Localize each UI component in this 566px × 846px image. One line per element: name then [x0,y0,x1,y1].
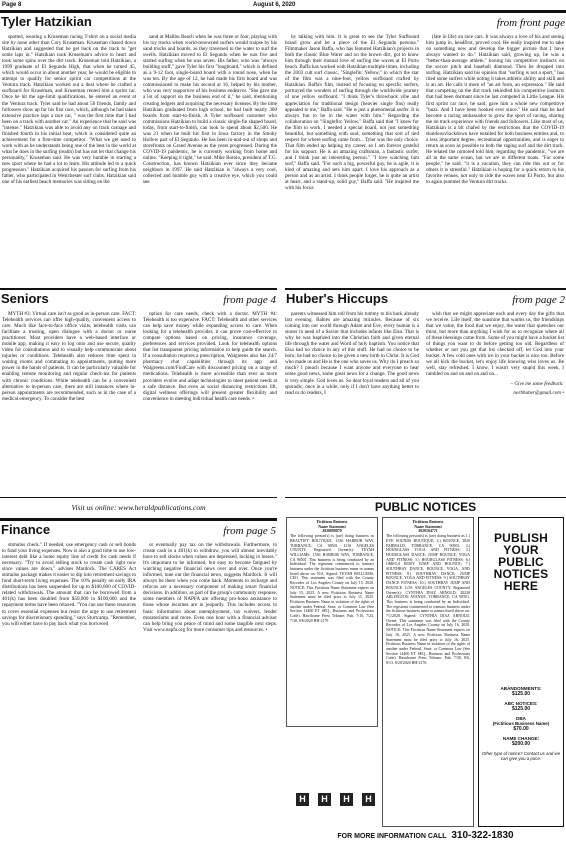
notice-heading: Name Statement [414,524,442,529]
section-title: Seniors [1,291,49,306]
ad-headline: HERE [503,579,539,593]
article-text: by talking with him. It is great to see the Tyler Surfboard brand grow and be a piece of the El Segundo persona." Filmmaker Jason Baffa, who has featured Hatzikian's projects in both the classic Blue Water and on the brown dirt, got to know him through their mutual love of surfing the waves at El Porto beach. Baffa has worked with Hatzikian multiple times, including the 2003 cult surf classic, "Singlefin: Yellow," in which the star of the film was a nine-foot, yellow surfboard crafted by Hatzikian. Baffa's film, instead of focusing on specific surfers, portrayed the wonders of surfing through the worldwide journey of one yellow surfboard. "I think Tyler's throwback vibe and appreciation for traditional design (heavier single fins) really appealed to me," Baffa said. "He is just a phenomenal surfer. It is always fun to be in the water with him." Regarding the collaboration on "Singlefin: Yellow," Baffa said that "I knew for the film to work, I needed a special board, not just something beautiful, but something with soul, something that sort of tied respect for where surfing came from... Tyler was the only choice. That film ended up helping my career, so I am forever grateful for his support. He is an amazing craftsman, a fantastic surfer, and I think just an interesting person." "I love watching him surf," Baffa said. "For such a big, powerful guy, he is agile, it is kind of amazing and sets him apart. I love his approach as a person and as an artist. I think people forget, he is quite an artist at heart, and a stand-up, solid guy," Baffa said. "He inspired me with his focus [285,34,419,192]
section-title: Tyler Hatzikian [1,14,92,29]
price-value: $200.00 [511,741,531,747]
article-text: (late in life) on race cars. It was always a love of his and seeing him jump in, headfirst, proved cool. He really inspired me to take on something new and develop the bigger picture that I have always wanted to do." Hatzikian said, growing up, he was a "better-than-average athlete," honing his competitive instincts on the soccer pitch and baseball diamond. Then he dropped into surfing. Hatzikian said his opinion that "surfing is not a sport," has riled some surfers while noting it takes athletic ability and skill and is an art. He calls it more of "an art form, an expression." He said that competing on the dirt track rekindled his competitive instincts that had been dormant since he last competed in Little League. His first sprint car race, he said, gave him a whole new competitive "buzz. And I have been hooked ever since." He said that he had become a racing ambassador to grow the sport of racing, sharing the on track experience with friends and followers. Like most of us, Hatzikian is a bit chafed by the restrictions that the COVID-19 shutdown/lockdown have entailed for both business entities and, to a less important degree, recreational opportunities, and is eager to return as soon as possible to both the raging surf and the dirt track. He related the rumored told him, regarding the pandemic, "we are all in the same ocean, but we are in different boats. "For some people," he said, "it is a vacation, they can ride this out or for others it is stressful." Hatzikian is hoping for a quick return to his favorite venues, not only to ride the waves near El Porto, but also to again pummel the Ventura dirt tracks. [426,34,564,186]
article-column [2,542,136,844]
price-label: ABANDONMENTS: [500,686,542,691]
divider [0,497,277,498]
notice-number: 2020104771 [418,529,438,534]
ad-headline: PUBLIC [498,555,544,569]
section-bar-huber [285,288,566,308]
ad-headline: NOTICES [493,567,549,581]
ad-headline: YOUR [503,543,539,557]
jump-from-label: from page 2 [512,294,565,306]
article-column [426,34,564,286]
article-text: option for care needs, check with a doctor. MYTH #4: Telehealth is too expensive. FACT: Telehealth and other services can help save money while expanding access to care. When looking for a telehealth provider, it can prove cost-effective to compare options based on pricing, insurance coverage, preferences and services provided. Look for telehealth options that list transparent pricing information to help guide the search. If a consultation requires a prescription, Walgreens also has 24/7 pharmacy chat capabilities through its app and Walgreens.com/FindCare with discounted pricing on a range of medications. Telehealth is more accessible than ever as more providers evolve and adapt technologies to meet patient needs at a safe distance. But even as social distancing restrictions lift, digital wellness offerings will present greater flexibility and convenience in meeting individual health care needs. • [143,311,277,402]
article-column [285,311,419,494]
price-label: DBA [516,716,526,721]
herald-logo-icon: H [362,793,375,806]
notice-heading: Fictitious Business [412,520,444,524]
public-notices-title: PUBLIC NOTICES [374,500,477,514]
article-text: MYTH #3: Virtual care isn't as good as in-person care. FACT: Telehealth services can offer high-quality, convenient access to care. Much like face-to-face office visits, telehealth visits can facilitate a trusting, open dialogue with a doctor or nurse practitioner. Most providers have a web-based interface or mobile app, making it easy to log onto and use secure, quality video for consultations and to visually help communicate about injuries or conditions. Telehealth also reduces time spent in waiting rooms and commuting to appointments, putting more power in the hands of patients. It can be particularly valuable for enabling remote monitoring and regular check-ins for patients with chronic conditions. While telehealth can be a convenient alternative to in-person care, there are still instances where in-person appointments are recommended, such as in the case of a medical emergency. To consider the best [2,311,136,402]
price-label: ABC NOTICES: [504,701,538,706]
article-column [143,311,277,494]
notice-number: 2020088870 [322,529,342,534]
section-bar-finance [0,519,277,539]
page-number: Page 8 [2,2,22,8]
article-text: parents witnessed him roll from his tummy to his back already last evening. Babies are amazing miracles. Because of six coming into our world through Adam and Eve, every human is a sinner in need of a Savior that includes infants like Elsa. That is why he was baptized into the Christian faith and given eternal life through the water and Word of holy baptism. You notice that Elsa had no choice in any of this stuff. He had no choice to be born; he had no choice to be given a new birth in Christ. It is God who made us and He is the one who saves us. Why do I preach so much? I preach because I want anyone and everyone to hear some good news, some great news for a change. The good news is very simple. God loves us. So dear loyal readers and all of you sporadic, once in a while, only if I don't have anything better to read or do readers, I [285,311,419,396]
price-label: NAME CHANGE: [502,736,540,741]
article-column [143,542,277,844]
article-column [426,311,564,494]
phone-number[interactable]: 310-322-1830 [451,830,514,841]
herald-logo-icon: H [318,793,331,806]
notice-body: The following person(s) is (are) doing business as BEAUTIFY BOUTIQUE. 1536 HARBOR WAY, TORRANCE, CA 90501. LOS ANGELES COUNTY. Registered Owner(s): TEYAH WILLIAMS, 1536 HARBOR WAY, TORRANCE, CA 90501. This business is being conducted by an Individual. The registrant commenced to transact business under the fictitious business name or names listed above on: N/A. Signed: TEYAH WILLIAMS, CEO. This statement was filed with the County Recorder of Los Angeles County on July 15, 2020. NOTICE: This Fictitious Name Statement expires on July 15, 2025. A new Fictitious Business Name Statement must be filed prior to July 15, 2025. Fictitious Business Name in violation of the rights of another under Federal, State, or Common Law (See Section 14400 ET SEQ., Business and Professions Code). Hawthorne Press Tribune: Pub. 7/16, 7/23, 7/30, 8/6/2020 HH-2179 [290,534,374,623]
jump-from-label: from page 5 [223,525,276,537]
price-value: $125.00 [511,691,531,697]
section-bar-tyler [0,11,566,31]
article-column [285,34,419,286]
divider [285,497,566,498]
section-title: Finance [1,522,51,537]
article-text: wish that we might appreciate each and every day the gifts that we receive. Life itself, the sunshine that warms us, the friendships that we value, the food that we enjoy, the water that quenches our thirst, but more than anything I wish for us to recognize where all of these blessings come from. Some of you might have a bucket list of things you want to do before getting too old. Regardless of whether or not you get that list checked off, let God into your bucket. A few cold ones with ice in your bucket is nice too. Before we all kick the bucket, let's enjoy life knowing who loves us. Be well, stay refreshed. I know, I wasn't very stupid this week, I rambled on and on and on and on... [426,311,564,378]
article-column [2,311,136,494]
price-value: $70.00 [513,726,529,732]
article-column [2,34,136,286]
issue-date: August 6, 2020 [253,2,296,8]
price-value: $125.00 [511,706,531,712]
author-email[interactable]: norbhuber@gmail.com • [513,389,564,396]
article-column [143,34,277,286]
ad-contact-note: Other type of notice? Contact us and we can give you a price. [481,751,561,761]
footer-label: FOR MORE INFORMATION CALL [337,833,447,840]
herald-logo-icon: H [296,793,309,806]
article-text: or eventually pay tax on the withdrawals. Furthermore, to create cash in a 401(k) to withdraw, you will almost inevitably have to sell stocks when values are depressed, locking in losses." It's important to be informed, but easy to become fatigued by watching negative financial news over and over. Once you're informed, tune out the financial news, suggests Mardock. It will always be there when you come back. Moments to recharge and refocus are a necessary component of making smart financial decisions. In addition, as part of the group's community response, some members of NAPFA are offering pro-bono assistance to those whose incomes are in jeopardy. This includes access to basic information about unemployment, tax waivers, lender moratoriums and more. Even one hour with a financial advisor can help bring you peace of mind and some tangible next steps. Visit www.napfa.org for more consumer tips and resources. • [143,542,277,633]
notice-heading: Fictitious Business [316,520,348,524]
article-text: stimulus check." If needed, use emergency cash or sell bonds to fund your living expenses. Now is also a good time to use low-interest debt like a home equity line of credit for cash needs if necessary. "Try to avoid selling stock to create cash right now since values are down," advises Mardock. The CARES Act stimulus package makes it easier to dip into retirement savings to fund short-term living expenses. The 10% penalty on early IRA distributions has been suspended for up to $100,000 of COVID-related withdrawals. The amount that can be borrowed from a 401(k) has been doubled from $50,000 to $100,000 and the repayment terms have been relaxed. "You can use these resources to cover essential expenses but resist the urge to use retirement savings for discretionary spending," says Sturtcamp. "Remember, you will either have to pay back what you borrowed [2,542,136,627]
price-sublabel: (Fictitious Business Name) [492,721,550,726]
article-text: sand at Malibu Beach when he was three or four, playing with his toy trucks when world-renowned surfers would traipse by his sand trucks and boards, as they traversed to the water to surf the swells. Hatzikian moved to El Segundo when he was five and started surfing when he was seven. His father, who was "always building stuff," gave Tyler his first "longboard," which is defined as a 9-12 foot, single-board board with a round nose, when he was ten. By the age of 12, he had made his first board and was commissioned to make his second at 16, helped by his mother, who was very supportive of his business endeavor. "She gave me a lot of support on the business end of it," he said, mentioning creating ledgers and acquiring the necessary licenses. By the time Hatzikian graduated from high school, he had built nearly 300 boards from start-to-finish. A Tyler surfboard customer who commissions Hatzikian to build a classic single-fin shaped board, today, from start-to-finish, can look to spend about $2,500. He was 21 when he built his first in Iowa factory in the Smoky Hollow part of El Segundo. He has been in-and-out of shops and storefronts on Grand Avenue as the years progressed. During the COVID-19 pandemic, he is currently working from home and online. "Keeping it tight," he said. Mike Rotolo, president of T.G. Construction, has known Hatzikian ever since they became neighbors in 1997. He said Hatzikian is "always a very cool, collected and humble guy with a creative eye, which you could see [143,34,277,186]
section-title: Huber's Hiccups [286,291,389,306]
notices-footer [285,830,566,841]
publish-notices-ad[interactable] [478,517,564,827]
notice-fictitious-business-2 [382,517,474,827]
website-promo[interactable]: Visit us online: www.heraldpublications.com [71,503,206,512]
author-signature: – Give me some feedback: [510,380,564,387]
section-bar-seniors [0,288,277,308]
jump-from-label: from page 4 [223,294,276,306]
article-text: spotted, wearing a Kruseman racing T-shirt on a social media site by none other than Cory Kruseman. Kruseman chased down Hatzikian and suggested that he get back on the track to "get some laps in." Hatzikian took Kruseman's advice to heart and took some spins over the dirt track. Kruseman told Hatzikian, a 1999 graduate of El Segundo High, that when he turned 45, which would occur in about another year, he would be eligible to attempt to qualify for senior sprint car competitions at the Ventura track. Hatzikian worked out a deal where he crafted a surfboard for Kruseman, and Kruseman rented him a sprint car. Once he hit the age-limit qualifications, he entered an event at the Ventura track. Tyler said he had about 50 friends, family and followers show up for his first race, which, although he had taken extensive practice laps a race car, " was the first time that I had been on a track with another car." An experience that he said was "intense." Hatzikian was able to avoid any on track carnage and finished fourth in his initial heat, which is considered quite an achievement for a first-time competitor. "What we get used to work with as he understands being one of the best in the world at what he does in the surfing (realm) but has not let that change his personality," Kruseman said. He was very humble in starting a new sport where he had a lot to learn. His attitude led to a quick progression." Hatzikian acquired his passion for surfing from his father, who participated in Westchester surf clubs. Hatzikian said one of his earliest beach memories was sitting on the [2,34,136,186]
notice-heading: Name Statement [318,524,346,529]
notice-fictitious-business-1 [286,517,378,727]
herald-logo-icon: H [340,793,353,806]
ad-headline: PUBLISH [493,531,549,545]
jump-from-label: from front page [496,17,565,29]
notice-body: The following person(s) is (are) doing business as 1.) EVE SOUNDS BOUTIQUE, 2.) BOUNCE, 3820 EMERALD, TORRANCE, CA 90503. 2.) HOURGLASS YOGA AND FITNESS; 3.) HOURGLASS DANCE; JUMP BOUNCE, YOGA AND FITNESS; 5.) HOURGLASS FITNESS; 6.) OMEGA BODY JUMP AND BOUNCE; 7.) SOUTHBAY DANCE, BOUNCE, YOGA, AND FITNESS; 8.) SOUTHBAY DANCE; JUMP BOUNCE, YOGA AND FITNESS; 9.) SOUTHBAY DANCE FITNESS; 10.) SOUTHBAY JUMP AND BOUNCE. LOS ANGELES COUNTY. Registered Owner(s): CYNTHIA DIAZ ARNOLD, 20238 ARLINGTON AVENUE, TORRANCE, CA 90501. This business is being conducted by an Individual. The registrant commenced to transact business under the fictitious business name or names listed above on: 7/1/2020. Signed: CYNTHIA DIAZ ARNOLD, Owner. This statement was filed with the County Recorder of Los Angeles County on July 16, 2020. NOTICE: This Fictitious Name Statement expires on July 16, 2025. A new Fictitious Business Name Statement must be filed prior to July 16, 2025. Fictitious Business Name in violation of the rights of another under Federal, State, or Common Law (See Section 14400 ET SEQ., Business and Professions Code). Hawthorne Press Tribune: Pub. 7/30, 8/6, 8/13, 8/20/2020 HH-2176 [386,534,470,666]
